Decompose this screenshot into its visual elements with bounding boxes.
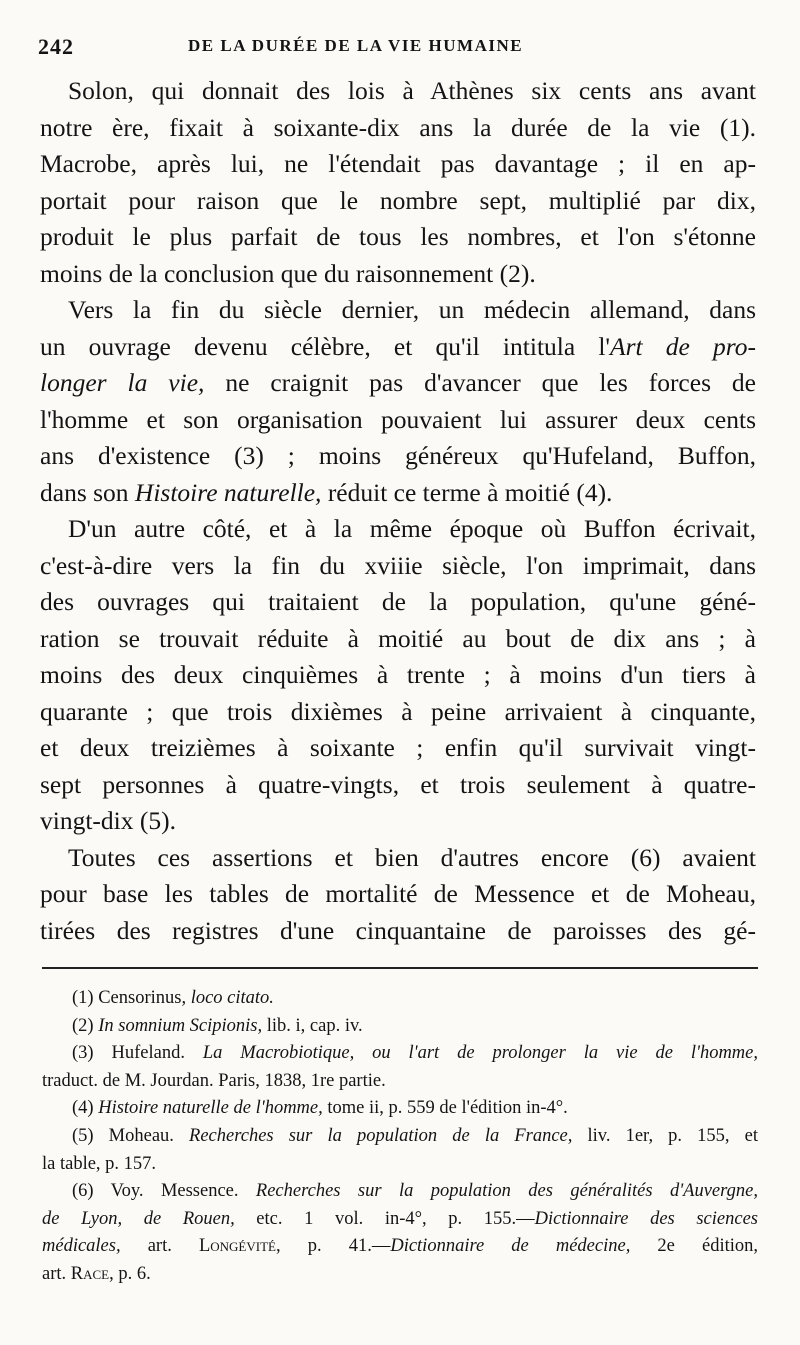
text-line <box>40 584 756 621</box>
text-line <box>40 840 756 877</box>
footnote-span: médicales, <box>42 1236 121 1257</box>
text-span: dans son <box>40 477 135 507</box>
footnote-span: , p. 41.— <box>275 1236 391 1257</box>
text-line <box>40 110 756 147</box>
footnote-divider <box>42 967 758 969</box>
text-span: D'un autre côté, et à la même époque où Buffon écrivait, <box>68 514 756 543</box>
text-line <box>40 876 756 913</box>
text-line <box>40 402 756 439</box>
footnote-span: , p. 6. <box>109 1263 151 1284</box>
italic-text: Art de pro- <box>610 331 756 361</box>
footnote-span: art. <box>42 1263 71 1284</box>
footnote-line <box>42 1178 758 1206</box>
footnote-line <box>42 985 758 1013</box>
running-title: DE LA DURÉE DE LA VIE HUMAINE <box>188 36 524 55</box>
footnote-span <box>122 1209 144 1229</box>
text-line <box>40 730 756 767</box>
footnote-line <box>42 1261 758 1289</box>
text-span: produit le plus parfait de tous les nombres, et l'on s'étonne <box>40 222 756 251</box>
text-span: vingt-dix (5). <box>40 806 176 835</box>
text-span: et deux treizièmes à soixante ; enfin qu'il survivait vingt- <box>40 733 756 762</box>
text-line <box>40 803 756 840</box>
footnote-span: Race <box>70 1263 110 1284</box>
text-span: réduit ce terme à moitié (4). <box>321 477 613 507</box>
text-line <box>40 292 756 329</box>
footnote-span: (6) Voy. Messence. <box>72 1181 256 1202</box>
body-text <box>40 73 756 949</box>
text-span: c'est-à-dire vers la fin du xviiie siècle, l'on imprimait, dans <box>40 550 756 580</box>
footnote-line <box>42 1151 758 1179</box>
text-line <box>40 548 756 585</box>
footnote-span: La Macrobiotique, ou l'art de prolonger la vie de l'homme, <box>202 1043 758 1064</box>
footnote-line <box>42 1233 758 1261</box>
text-span: un ouvrage devenu célèbre, et qu'il intitula l' <box>40 331 611 361</box>
text-span: quarante ; que trois dixièmes à peine arrivaient à cinquante, <box>40 696 756 726</box>
footnote-span: Longévité <box>198 1236 276 1257</box>
text-span: ans d'existence (3) ; moins généreux qu'Hufeland, Buffon, <box>40 441 756 470</box>
text-span: ration se trouvait réduite à moitié au bout de dix ans ; à <box>40 623 756 653</box>
footnote-span: (2) <box>72 1015 99 1036</box>
text-line <box>40 73 756 110</box>
footnote-line <box>42 1095 758 1123</box>
text-span: moins des deux cinquièmes à trente ; à moins d'un tiers à <box>40 660 756 689</box>
footnote-line <box>42 1206 758 1234</box>
text-span: ne craignit pas d'avancer que les forces de <box>204 368 757 397</box>
footnote-span: liv. 1er, p. 155, et <box>572 1125 758 1146</box>
text-line <box>40 694 756 731</box>
text-span: des ouvrages qui traitaient de la population, qu'une géné- <box>40 587 756 616</box>
footnote-span: Dictionnaire de médecine, <box>390 1236 631 1257</box>
footnote-line <box>42 1013 758 1041</box>
italic-text: Histoire naturelle, <box>134 477 322 507</box>
footnote-line <box>42 1040 758 1068</box>
footnotes <box>42 985 758 1289</box>
footnote-span: Histoire naturelle de l'homme, <box>98 1098 323 1119</box>
footnote-span: (3) Hufeland. <box>72 1043 203 1064</box>
page-header <box>38 34 758 64</box>
text-line <box>40 913 756 950</box>
text-line <box>40 657 756 694</box>
text-line <box>40 475 756 512</box>
footnote-span: traduct. de M. Jourdan. Paris, 1838, 1re partie. <box>42 1070 386 1091</box>
text-span: portait pour raison que le nombre sept, multiplié par dix, <box>40 185 756 215</box>
text-line <box>40 219 756 256</box>
footnote-span: (1) Censorinus, <box>72 988 191 1008</box>
footnote-line <box>42 1068 758 1096</box>
text-span: tirées des registres d'une cinquantaine de paroisses des gé- <box>40 915 756 945</box>
footnote-span: etc. 1 vol. in-4°, p. 155.— <box>234 1208 535 1229</box>
italic-text: longer la vie, <box>40 368 205 397</box>
footnote-span: Recherches sur la population de la France, <box>189 1125 573 1146</box>
footnote-span: lib. i, cap. iv. <box>262 1015 363 1036</box>
text-line <box>40 183 756 220</box>
text-span: sept personnes à quatre-vingts, et trois seulement à quatre- <box>40 769 756 799</box>
text-line <box>40 511 756 548</box>
footnote-span: art. <box>120 1236 199 1257</box>
text-span: Macrobe, après lui, ne l'étendait pas davantage ; il en ap- <box>40 149 756 178</box>
footnote-span: tome ii, p. 559 de l'édition in-4°. <box>322 1098 568 1119</box>
footnote-line <box>42 1123 758 1151</box>
footnote-span: de Lyon, <box>42 1208 123 1229</box>
footnote-span: 2e édition, <box>630 1236 759 1257</box>
footnote-span: Dictionnaire des sciences <box>534 1208 758 1229</box>
text-line <box>40 365 756 402</box>
text-line <box>40 256 756 293</box>
text-span: pour base les tables de mortalité de Messence et de Moheau, <box>40 879 756 908</box>
footnote-span: Recherches sur la population des généralités d'Auvergne, <box>255 1181 758 1202</box>
text-span: moins de la conclusion que du raisonnement (2). <box>40 258 536 288</box>
text-span: l'homme et son organisation pouvaient lui assurer deux cents <box>40 404 756 434</box>
footnote-span: de Rouen, <box>143 1208 235 1229</box>
text-line <box>40 146 756 183</box>
text-span: Solon, qui donnait des lois à Athènes six cents ans avant <box>68 76 756 105</box>
text-span: notre ère, fixait à soixante-dix ans la durée de la vie (1). <box>40 112 756 142</box>
footnote-span: loco citato. <box>190 988 274 1008</box>
page-number: 242 <box>38 34 74 59</box>
text-span: Toutes ces assertions et bien d'autres encore (6) avaient <box>68 842 756 872</box>
footnote-span: In somnium Scipionis, <box>98 1015 263 1036</box>
text-line <box>40 767 756 804</box>
text-span: Vers la fin du siècle dernier, un médecin allemand, dans <box>68 295 756 324</box>
footnote-span: (5) Moheau. <box>72 1125 190 1146</box>
footnote-span: (4) <box>72 1098 99 1119</box>
text-line <box>40 621 756 658</box>
text-line <box>40 438 756 475</box>
text-line <box>40 329 756 366</box>
footnote-span: la table, p. 157. <box>42 1153 157 1174</box>
